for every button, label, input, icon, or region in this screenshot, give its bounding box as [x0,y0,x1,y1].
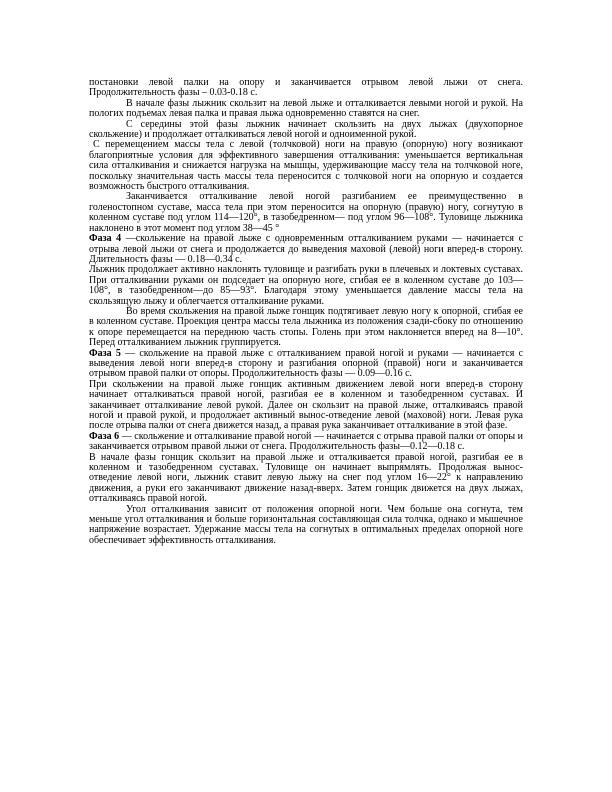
phase-4-paragraph [89,234,523,265]
phase-6-paragraph [89,432,523,453]
paragraph-8: Во время скольжения на правой лыже гонщик подтягивает левую ногу к опорной, сгибая ее в коленном суставе. Проекция центра массы тела лыжника из положения сзади-сбоку по отношению к опоре перемещается на переднюю часть стопы. Голень при этом наклоняется вперед на 8—10°. Перед отталкиванием лыжник группируется. [89,305,523,349]
document-body [89,78,523,546]
phase-4-text: —скольжение на правой лыже с одновременным отталкиванием руками — начинается с отрыва левой лыжи от снега и продолжается до выведения маховой (левой) ноги вперед-в сторону. Длительность фазы — 0.18—0.34 с. [89,233,524,265]
paragraph-3: С середины этой фазы лыжник начинает скользить на двух лыжах (двухопорное скольжение) и продолжает отталкиваться левой ногой и одноименной рукой. [89,118,523,141]
paragraph-5: Заканчивается отталкивание левой ногой разгибанием ее преимущественно в голеностопном суставе, масса тела при этом переносится на опорную (правую) ногу, согнутую в коленном суставе под углом 114—120°, в тазобедренном— под углом 96—108°. Туловище лыжника наклонено в этот момент под углом 38—45 ° [89,191,523,234]
paragraph-4: С перемещением массы тела с левой (толчковой) ноги на правую (опорную) ногу возникают благоприятные условия для эффективного завершения отталкивания: уменьшается вертикальная сила отталкивания и снижается нагрузка на мышцы, удерживающие массу тела на толчковой ноге, поскольку значительная часть массы тела переносится с толчковой ноги на опорную и создается возможность быстрого отталкивания. [89,139,523,193]
paragraph-12: В начале фазы гонщик скользит на правой лыже и отталкивается правой ногой, разгибая ее в коленном и тазобедренном суставах. Туловище он начинает выпрямлять. Продолжая вынос-отведение левой ноги, лыжник ставит левую лыжу на снег под углом 16—22° к направлению движения, а руки его заканчивают движение назад-вверх. Затем гонщик движется на двух лыжах, отталкиваясь правой ногой. [89,451,523,505]
phase-4-label: Фаза 4 [89,233,122,245]
phase-5-text: — скольжение на правой лыже с отталкиванием правой ногой и руками — начинается с выведения левой ноги вперед-в сторону и разгибания опорной (правой) ноги и заканчивается отрывом правой палки от опоры. Продолжительность фазы — 0.09—0.16 с. [89,347,524,380]
phase-5-paragraph [89,349,523,380]
paragraph-7: Лыжник продолжает активно наклонять туловище и разгибать руки в плечевых и локтевых суставах. При отталкивании руками он подседает на опорную ноге, сгибая ее в коленном суставе до 103—108°, в тазобедренном—до 85—93°. Благодаря этому уменьшается давление массы тела на скользящую лыжу и облегчается отталкивание руками. [89,264,523,307]
phase-5-label: Фаза 5 [89,347,121,359]
paragraph-10: При скольжении на правой лыже гонщик активным движением левой ноги вперед-в сторону начинает отталкиваться правой ногой, разгибая ее в коленном и тазобедренном суставах. И заканчивает отталкивание левой рукой. Далее он скользит на правой лыже, отталкиваясь правой ногой и правой рукой, и продолжает активный вынос-отведение левой (маховой) ноги. Левая рука после отрыва палки от снега движется назад, а правая рука заканчивает отталкивание в этой фазе. [89,378,523,432]
paragraph-13: Угол отталкивания зависит от положения опорной ноги. Чем больше она согнута, тем меньше угол отталкивания и больше горизонтальная составляющая сила толчка, однако и мышечное напряжение возрастает. Удержание массы тела на согнутых в оптимальных пределах опорной ноге обеспечивает эффективность отталкивания. [89,503,523,546]
paragraph-2: В начале фазы лыжник скользит на левой лыже и отталкивается левыми ногой и рукой. На пологих подъемах левая палка и правая лыжа одновременно ставятся на снег. [89,97,523,120]
phase-6-label: Фаза 6 [89,430,120,442]
phase-6-text: — скольжение и отталкивание правой ногой — начинается с отрыва правой палки от опоры и заканчивается отрывом правой лыжи от снега. Продолжительность фазы—0.12—0.18 с. [89,430,523,453]
paragraph-1: постановки левой палки на опору и заканчивается отрывом левой лыжи от снега. Продолжительность фазы – 0.03-0.18 с. [89,77,523,99]
